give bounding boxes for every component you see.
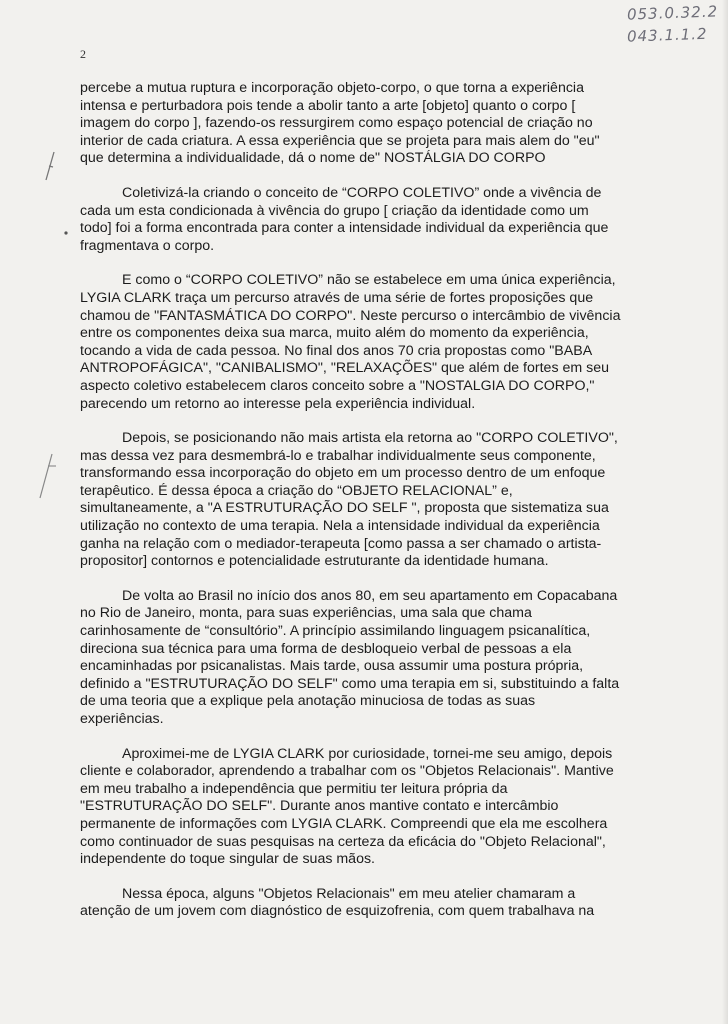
margin-slash-mark	[42, 150, 58, 184]
paragraph-1: percebe a mutua ruptura e incorporação objeto-corpo, o que torna a experiência intensa e perturbadora pois tende a abolir tanto a arte [objeto] quanto o corpo [ imagem do corpo ], fazendo-os ressurgirem como espaço potencial de criação no interior de cada criatura. A essa experiência que se projeta para mais alem do "eu" que determina a individualidade, dá o nome de" NOSTÁLGIA DO CORPO	[80, 80, 600, 167]
archive-codes	[627, 2, 718, 46]
paragraph-6: Aproximei-me de LYGIA CLARK por curiosidade, tornei-me seu amigo, depois cliente e colaborador, aprendendo a trabalhar com os "Objetos Relacionais". Mantive em meu trabalho a independência que permitiu ter leitura própria da "ESTRUTURAÇÃO DO SELF". Durante anos mantive contato e intercâmbio permanente de informações com LYGIA CLARK. Compreendi que ela me escolhera como continuador de suas pesquisas na certeza da eficácia do "Objeto Relacional", independente do toque singular de suas mãos.	[80, 745, 614, 868]
paragraph-3: E como o “CORPO COLETIVO” não se estabelece em uma única experiência, LYGIA CLARK traça um percurso através de uma série de fortes proposições que chamou de "FANTASMÁTICA DO CORPO". Neste percurso o intercâmbio de vivência entre os componentes deixa sua marca, muito além do momento da experiência, tocando a vida de cada pessoa. No final dos anos 70 cria propostas como "BABA ANTROPOFÁGICA", "CANIBALISMO", "RELAXAÇÕES" que além de fortes em seu aspecto coletivo estabelecem claros conceito sobre a "NOSTALGIA DO CORPO," parecendo um retorno ao interesse pela experiência individual.	[80, 272, 621, 412]
paragraph-5: De volta ao Brasil no início dos anos 80, em seu apartamento em Copacabana no Rio de Janeiro, monta, para suas experiências, uma sala que chama carinhosamente de “consultório”. A princípio assimilando linguagem psicanalítica, direciona sua técnica para uma forma de desbloqueio verbal de pessoas a ela encaminhadas por psicanalistas. Mais tarde, ousa assumir uma postura própria, definido a "ESTRUTURAÇÃO DO SELF" como uma terapia em si, substituindo a falta de uma teoria que a explique pela anotação minuciosa de todas as suas experiências.	[80, 587, 620, 727]
page-edge-shadow	[722, 0, 728, 1024]
margin-slash-mark-2	[36, 452, 60, 502]
page-number: 2	[80, 47, 86, 61]
paragraph-4: Depois, se posicionando não mais artista ela retorna ao "CORPO COLETIVO", mas dessa vez para desmembrá-lo e trabalhar individualmente seus componente, transformando essa incorporação do objeto em um processo dentro de um enfoque terapêutico. É dessa época a criação do “OBJETO RELACIONAL” e, simultaneamente, a "A ESTRUTURAÇÃO DO SELF ", proposta que sistematiza sua utilização no contexto de uma terapia. Nela a intensidade individual da experiência ganha na relação com o mediador-terapeuta [como passa a ser chamado o artista-propositor] contornos e potencialidade estruturante da identidade humana.	[80, 430, 618, 570]
paragraph-2: Coletivizá-la criando o conceito de “CORPO COLETIVO” onde a vivência de cada um esta condicionada à vivência do grupo [ criação da identidade como um todo] foi a forma encontrada para conter a intensidade individual da experiência que fragmentava o corpo.	[80, 184, 609, 254]
archive-code-1: 053.0.32.2	[626, 2, 719, 24]
paragraph-7: Nessa época, alguns "Objetos Relacionais" em meu atelier chamaram a atenção de um jovem com diagnóstico de esquizofrenia, com quem trabalhava na	[80, 885, 595, 920]
margin-dot-mark	[62, 229, 70, 237]
body-text	[80, 80, 622, 938]
archive-code-2: 043.1.1.2	[626, 24, 708, 46]
